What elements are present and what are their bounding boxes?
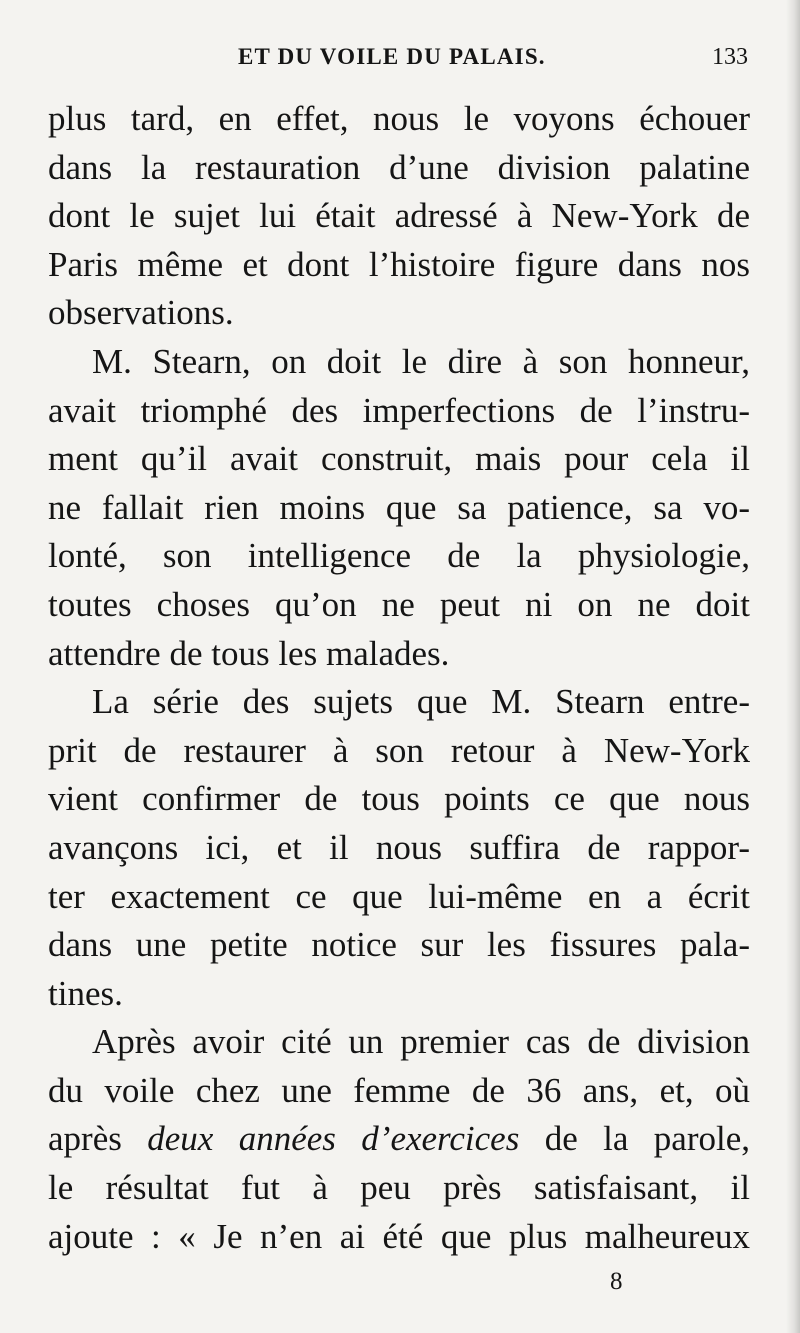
text-line: tines. xyxy=(48,973,123,1013)
running-title: ET DU VOILE DU PALAIS. xyxy=(238,44,546,69)
text-segment: après xyxy=(48,1119,148,1159)
text-line: ne fallait rien moins que sa patience, sa vo- xyxy=(48,487,750,527)
text-line: avançons ici, et il nous suffira de rappor- xyxy=(48,827,750,867)
running-header xyxy=(0,40,800,80)
text-line-with-italic xyxy=(48,1115,750,1164)
text-segment: de la parole, xyxy=(519,1119,750,1159)
text-line: dans la restauration d’une division palatine xyxy=(48,147,750,187)
paragraph-start-line: M. Stearn, on doit le dire à son honneur, xyxy=(92,341,750,381)
text-line: avait triomphé des imperfections de l’instru- xyxy=(48,390,750,430)
text-line: Paris même et dont l’histoire figure dans nos xyxy=(48,244,750,284)
text-line: toutes choses qu’on ne peut ni on ne doit xyxy=(48,584,750,624)
text-line: du voile chez une femme de 36 ans, et, où xyxy=(48,1070,750,1110)
text-line: observations. xyxy=(48,293,234,333)
text-line: attendre de tous les malades. xyxy=(48,633,450,673)
italic-phrase: deux années d’exercices xyxy=(147,1119,520,1159)
text-line: ment qu’il avait construit, mais pour cela il xyxy=(48,439,750,479)
body-text xyxy=(48,95,750,1261)
text-line: vient confirmer de tous points ce que nous xyxy=(48,779,750,819)
signature-mark: 8 xyxy=(610,1268,623,1295)
paragraph-start-line: Après avoir cité un premier cas de division xyxy=(92,1022,750,1062)
text-line: dans une petite notice sur les fissures pala- xyxy=(48,925,750,965)
page-number: 133 xyxy=(712,44,748,70)
text-line: ajoute : « Je n’en ai été que plus malheureux xyxy=(48,1216,750,1256)
text-line: plus tard, en effet, nous le voyons échouer xyxy=(48,99,750,138)
text-line: dont le sujet lui était adressé à New-York de xyxy=(48,196,750,236)
text-line: lonté, son intelligence de la physiologie, xyxy=(48,536,750,576)
text-line: ter exactement ce que lui-même en a écrit xyxy=(48,876,750,916)
text-line: le résultat fut à peu près satisfaisant, il xyxy=(48,1168,750,1208)
text-line: prit de restaurer à son retour à New-York xyxy=(48,730,750,770)
page-edge-shadow xyxy=(786,0,800,1333)
paragraph-start-line: La série des sujets que M. Stearn entre- xyxy=(92,682,750,722)
